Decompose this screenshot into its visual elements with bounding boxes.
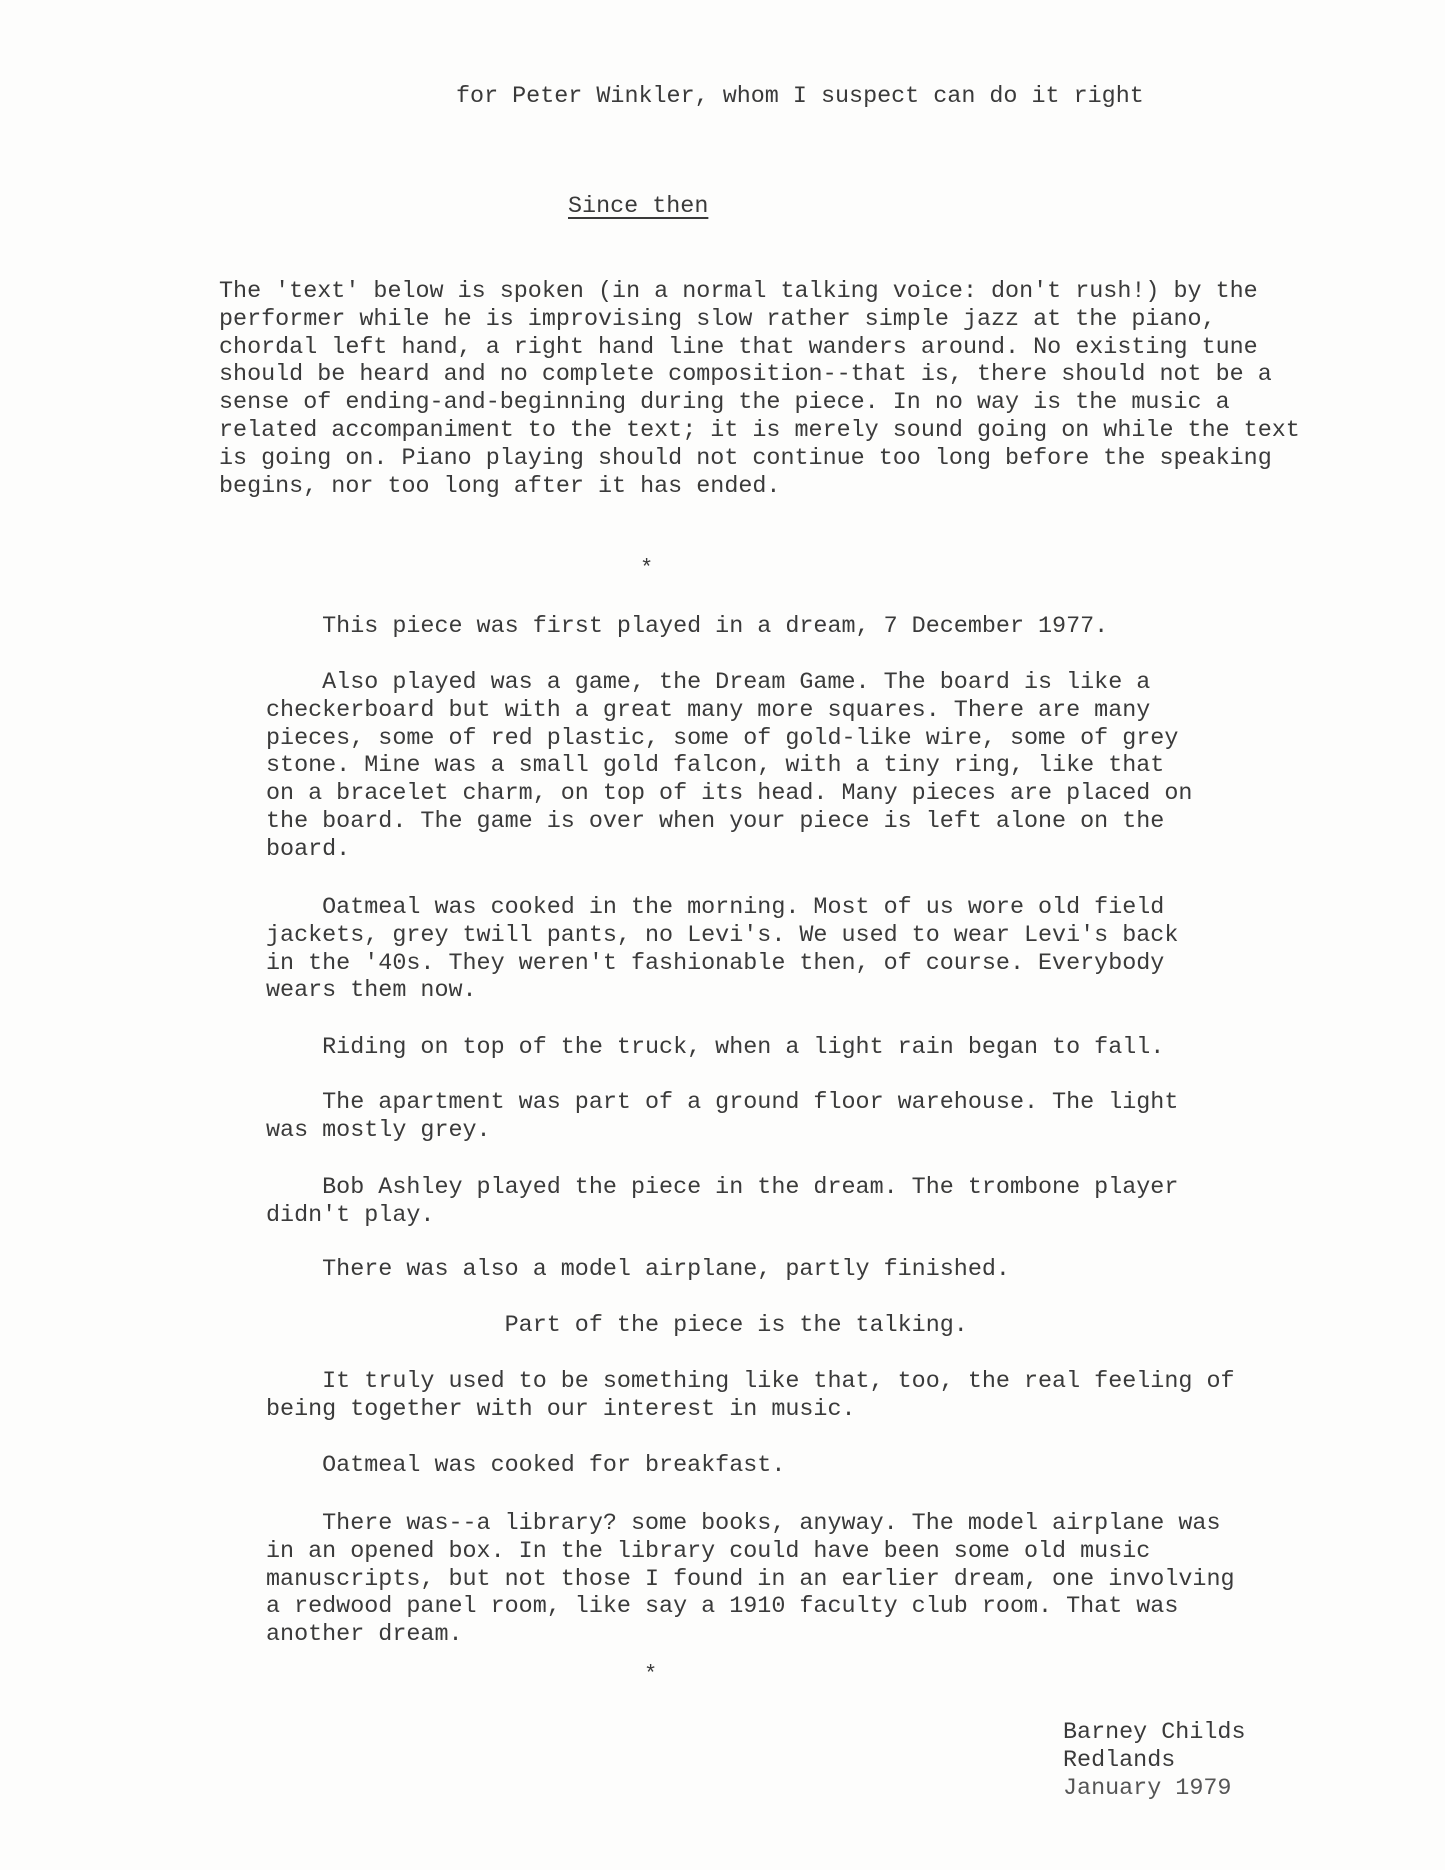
separator-asterisk: * [640,556,654,581]
paragraph [266,1369,1235,1425]
text-line: Also played was a game, the Dream Game. The board is like a [266,670,1151,696]
text-line: didn't play. [266,1202,435,1229]
text-line: wears them now. [266,978,477,1005]
text-line: board. [266,836,351,863]
instruction-line: The 'text' below is spoken (in a normal talking voice: don't rush!) by the [219,279,1258,305]
text-line: Riding on top of the truck, when a light rain began to fall. [266,1035,1165,1061]
signature-block [1063,1720,1245,1803]
text-line: Oatmeal was cooked for breakfast. [266,1453,786,1479]
text-line: There was also a model airplane, partly finished. [266,1257,1010,1283]
text-line: Part of the piece is the talking. [266,1313,968,1339]
text-line: There was--a library? some books, anyway. The model airplane was [266,1511,1221,1537]
text-line: jackets, grey twill pants, no Levi's. We used to wear Levi's back [266,922,1179,949]
dedication: for Peter Winkler, whom I suspect can do it right [456,84,1144,110]
paragraph [266,1313,968,1341]
separator-asterisk: * [644,1662,658,1687]
signature-place: Redlands [1063,1747,1176,1774]
paragraph [266,670,1192,865]
text-line: on a bracelet charm, on top of its head. Many pieces are placed on [266,781,1193,808]
performance-instructions [219,279,1300,501]
instruction-line: related accompaniment to the text; it is merely sound going on while the text [219,417,1300,444]
paragraph [266,1453,785,1481]
page-title: Since then [568,194,709,220]
signature-name: Barney Childs [1063,1720,1246,1746]
text-line: The apartment was part of a ground floor warehouse. The light [266,1090,1179,1116]
text-line: the board. The game is over when your piece is left alone on the [266,808,1165,835]
instruction-line: chordal left hand, a right hand line that wanders around. No existing tune [219,334,1258,361]
paragraph [266,614,1108,642]
text-line: pieces, some of red plastic, some of gold-like wire, some of grey [266,725,1179,752]
text-line: This piece was first played in a dream, 7 December 1977. [266,614,1109,640]
text-line: Oatmeal was cooked in the morning. Most of us wore old field [266,895,1165,921]
text-line: stone. Mine was a small gold falcon, with a tiny ring, like that [266,753,1165,780]
text-line: in the '40s. They weren't fashionable then, of course. Everybody [266,950,1165,977]
instruction-line: sense of ending-and-beginning during the piece. In no way is the music a [219,390,1230,417]
paragraph [266,1175,1178,1231]
text-line: manuscripts, but not those I found in an earlier dream, one involving [266,1566,1235,1593]
paragraph [266,895,1178,1006]
paragraph [266,1090,1178,1146]
text-line: in an opened box. In the library could have been some old music [266,1538,1151,1565]
text-line: a redwood panel room, like say a 1910 faculty club room. That was [266,1594,1179,1621]
text-line: It truly used to be something like that, too, the real feeling of [266,1369,1235,1395]
text-line: was mostly grey. [266,1117,491,1144]
signature-date: January 1979 [1063,1775,1232,1802]
instruction-line: is going on. Piano playing should not continue too long before the speaking [219,445,1272,472]
text-line: being together with our interest in music. [266,1396,856,1423]
paragraph [266,1511,1235,1650]
text-line: Bob Ashley played the piece in the dream. The trombone player [266,1175,1179,1201]
instruction-line: should be heard and no complete composition--that is, there should not be a [219,362,1272,389]
instruction-line: performer while he is improvising slow rather simple jazz at the piano, [219,306,1216,333]
paragraph [266,1035,1164,1063]
instruction-line: begins, nor too long after it has ended. [219,473,781,500]
text-line: another dream. [266,1622,463,1649]
paragraph [266,1257,1010,1285]
text-line: checkerboard but with a great many more squares. There are many [266,697,1151,724]
